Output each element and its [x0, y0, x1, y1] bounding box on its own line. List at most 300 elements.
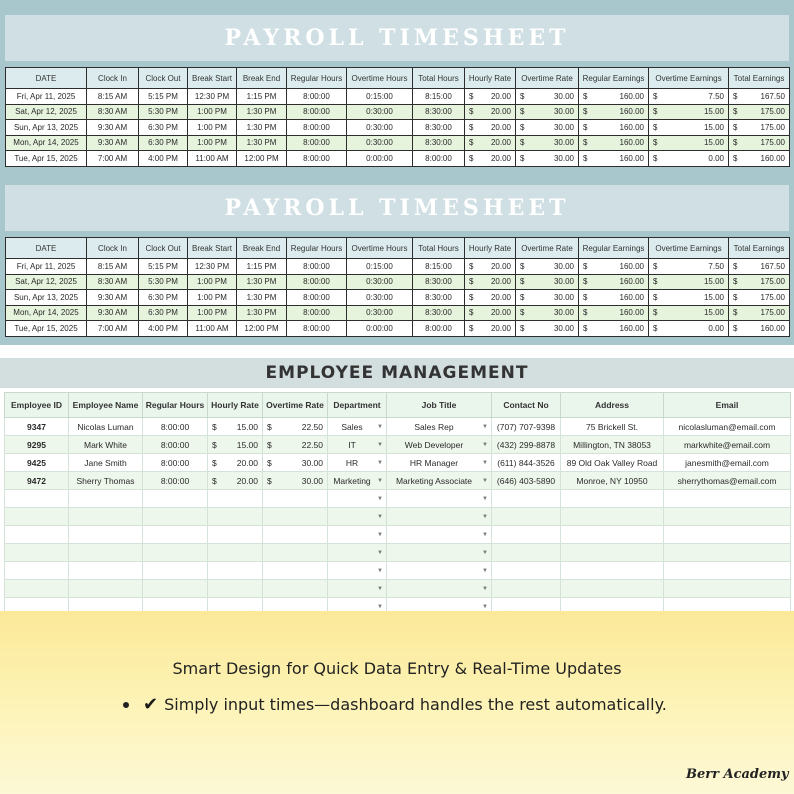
- currency-symbol: $: [733, 138, 738, 148]
- cell-break-end[interactable]: 1:30 PM: [237, 120, 287, 136]
- cell-clock-in[interactable]: 9:30 AM: [87, 290, 139, 306]
- empty-cell[interactable]: [69, 580, 143, 598]
- cell-overtime-rate[interactable]: [263, 472, 328, 490]
- empty-cell[interactable]: [561, 544, 664, 562]
- cell-regular-earnings[interactable]: [579, 151, 649, 167]
- cell-overtime-rate[interactable]: [263, 454, 328, 472]
- empty-cell[interactable]: [208, 544, 263, 562]
- cell-date[interactable]: Tue, Apr 15, 2025: [6, 321, 87, 337]
- currency-symbol: $: [520, 277, 525, 287]
- empty-cell[interactable]: [387, 562, 492, 580]
- currency-symbol: $: [583, 91, 588, 101]
- empty-cell[interactable]: [328, 508, 387, 526]
- empty-cell[interactable]: [492, 526, 561, 544]
- cell-overtime-rate[interactable]: [516, 151, 579, 167]
- table-row: [6, 89, 790, 105]
- cell-clock-in[interactable]: 9:30 AM: [87, 120, 139, 136]
- cell-clock-in[interactable]: 9:30 AM: [87, 305, 139, 321]
- cell-break-start[interactable]: 1:00 PM: [188, 104, 237, 120]
- currency-symbol: $: [583, 323, 588, 333]
- cell-regular-earnings[interactable]: [579, 89, 649, 105]
- cell-job-title[interactable]: [387, 472, 492, 490]
- cell-job-title[interactable]: [387, 436, 492, 454]
- cell-total-earnings[interactable]: [729, 305, 790, 321]
- cell-total-earnings[interactable]: [729, 259, 790, 275]
- cell-hourly-rate[interactable]: [465, 321, 516, 337]
- cell-total-earnings[interactable]: [729, 321, 790, 337]
- cell-clock-in[interactable]: 8:30 AM: [87, 104, 139, 120]
- cell-value: Sales: [341, 421, 363, 432]
- cell-break-end[interactable]: 12:00 PM: [237, 151, 287, 167]
- cell-name[interactable]: Nicolas Luman: [69, 418, 143, 436]
- cell-total-hours[interactable]: 8:30:00: [413, 120, 465, 136]
- dropdown-arrow-icon[interactable]: ▼: [377, 549, 383, 556]
- cell-regular-hours[interactable]: 8:00:00: [287, 305, 347, 321]
- cell-break-end[interactable]: 12:00 PM: [237, 321, 287, 337]
- cell-overtime-earnings[interactable]: [649, 89, 729, 105]
- cell-overtime-rate[interactable]: [516, 274, 579, 290]
- cell-hourly-rate[interactable]: [465, 259, 516, 275]
- empty-cell[interactable]: [561, 580, 664, 598]
- cell-hourly-rate[interactable]: [465, 290, 516, 306]
- cell-regular-hours[interactable]: 8:00:00: [143, 418, 208, 436]
- empty-cell[interactable]: [664, 580, 791, 598]
- dropdown-arrow-icon[interactable]: ▼: [377, 513, 383, 520]
- cell-value: 30.00: [553, 107, 574, 117]
- dropdown-arrow-icon[interactable]: ▼: [377, 423, 383, 430]
- currency-symbol: $: [733, 153, 738, 163]
- cell-total-earnings[interactable]: [729, 274, 790, 290]
- cell-name[interactable]: Jane Smith: [69, 454, 143, 472]
- empty-cell[interactable]: [69, 562, 143, 580]
- cell-clock-in[interactable]: 8:15 AM: [87, 89, 139, 105]
- cell-regular-hours[interactable]: 8:00:00: [287, 104, 347, 120]
- cell-value: 30.00: [301, 457, 323, 468]
- cell-contact[interactable]: (432) 299-8878: [492, 436, 561, 454]
- cell-overtime-rate[interactable]: [516, 104, 579, 120]
- cell-hourly-rate[interactable]: [465, 135, 516, 151]
- cell-id[interactable]: 9347: [5, 418, 69, 436]
- cell-date[interactable]: Sat, Apr 12, 2025: [6, 274, 87, 290]
- cell-value: 15.00: [703, 308, 724, 318]
- cell-overtime-hours[interactable]: 0:30:00: [347, 120, 413, 136]
- empty-cell[interactable]: [664, 544, 791, 562]
- cell-regular-hours[interactable]: 8:00:00: [287, 321, 347, 337]
- cell-value: 160.00: [619, 277, 644, 287]
- currency-symbol: $: [520, 138, 525, 148]
- cell-overtime-hours[interactable]: 0:30:00: [347, 290, 413, 306]
- empty-cell[interactable]: [208, 562, 263, 580]
- cell-break-end[interactable]: 1:30 PM: [237, 305, 287, 321]
- empty-cell[interactable]: [387, 508, 492, 526]
- empty-cell[interactable]: [69, 544, 143, 562]
- empty-cell[interactable]: [387, 526, 492, 544]
- table-row: [6, 104, 790, 120]
- dropdown-arrow-icon[interactable]: ▼: [482, 477, 488, 484]
- empty-cell[interactable]: [5, 508, 69, 526]
- cell-clock-in[interactable]: 8:30 AM: [87, 274, 139, 290]
- cell-overtime-earnings[interactable]: [649, 259, 729, 275]
- cell-contact[interactable]: (646) 403-5890: [492, 472, 561, 490]
- cell-total-earnings[interactable]: [729, 120, 790, 136]
- cell-clock-out[interactable]: 6:30 PM: [139, 135, 188, 151]
- cell-break-start[interactable]: 1:00 PM: [188, 274, 237, 290]
- empty-cell[interactable]: [69, 526, 143, 544]
- cell-clock-out[interactable]: 5:15 PM: [139, 259, 188, 275]
- cell-hourly-rate[interactable]: [465, 104, 516, 120]
- empty-table-row: [5, 490, 791, 508]
- cell-total-hours[interactable]: 8:30:00: [413, 135, 465, 151]
- cell-overtime-earnings[interactable]: [649, 151, 729, 167]
- currency-symbol: $: [469, 107, 474, 117]
- cell-id[interactable]: 9295: [5, 436, 69, 454]
- cell-hourly-rate[interactable]: [465, 274, 516, 290]
- cell-clock-out[interactable]: 5:15 PM: [139, 89, 188, 105]
- cell-date[interactable]: Mon, Apr 14, 2025: [6, 135, 87, 151]
- cell-regular-earnings[interactable]: [579, 259, 649, 275]
- empty-cell[interactable]: [387, 544, 492, 562]
- cell-value: HR Manager: [409, 457, 459, 468]
- cell-total-hours[interactable]: 8:15:00: [413, 89, 465, 105]
- column-header: Total Earnings: [729, 68, 790, 89]
- cell-value: 167.50: [760, 91, 785, 101]
- dropdown-arrow-icon[interactable]: ▼: [482, 567, 488, 574]
- cell-regular-hours[interactable]: 8:00:00: [287, 120, 347, 136]
- empty-cell[interactable]: [492, 544, 561, 562]
- cell-regular-hours[interactable]: 8:00:00: [287, 290, 347, 306]
- empty-cell[interactable]: [492, 490, 561, 508]
- dropdown-arrow-icon[interactable]: ▼: [377, 585, 383, 592]
- dropdown-arrow-icon[interactable]: ▼: [377, 459, 383, 466]
- cell-value: 15.00: [703, 107, 724, 117]
- cell-overtime-hours[interactable]: 0:15:00: [347, 259, 413, 275]
- empty-cell[interactable]: [328, 580, 387, 598]
- cell-clock-out[interactable]: 4:00 PM: [139, 151, 188, 167]
- dropdown-arrow-icon[interactable]: ▼: [482, 495, 488, 502]
- cell-regular-earnings[interactable]: [579, 120, 649, 136]
- cell-clock-in[interactable]: 7:00 AM: [87, 151, 139, 167]
- cell-overtime-rate[interactable]: [516, 135, 579, 151]
- empty-cell[interactable]: [664, 508, 791, 526]
- cell-overtime-rate[interactable]: [263, 418, 328, 436]
- cell-date[interactable]: Sat, Apr 12, 2025: [6, 104, 87, 120]
- cell-id[interactable]: 9472: [5, 472, 69, 490]
- dropdown-arrow-icon[interactable]: ▼: [482, 459, 488, 466]
- empty-cell[interactable]: [208, 580, 263, 598]
- empty-cell[interactable]: [492, 508, 561, 526]
- cell-regular-hours[interactable]: 8:00:00: [143, 436, 208, 454]
- cell-total-hours[interactable]: 8:30:00: [413, 305, 465, 321]
- empty-cell[interactable]: [5, 544, 69, 562]
- cell-break-start[interactable]: 12:30 PM: [188, 89, 237, 105]
- empty-cell[interactable]: [328, 490, 387, 508]
- empty-cell[interactable]: [387, 490, 492, 508]
- cell-regular-earnings[interactable]: [579, 290, 649, 306]
- currency-symbol: $: [212, 457, 217, 468]
- cell-value: 15.00: [703, 292, 724, 302]
- dropdown-arrow-icon[interactable]: ▼: [482, 531, 488, 538]
- cell-date[interactable]: Fri, Apr 11, 2025: [6, 259, 87, 275]
- empty-cell[interactable]: [69, 490, 143, 508]
- empty-cell[interactable]: [208, 508, 263, 526]
- column-header: Clock In: [87, 68, 139, 89]
- cell-overtime-hours[interactable]: 0:30:00: [347, 274, 413, 290]
- column-header: Clock Out: [139, 238, 188, 259]
- cell-contact[interactable]: (611) 844-3526: [492, 454, 561, 472]
- cell-total-earnings[interactable]: [729, 151, 790, 167]
- cell-break-end[interactable]: 1:15 PM: [237, 259, 287, 275]
- cell-clock-in[interactable]: 8:15 AM: [87, 259, 139, 275]
- dropdown-arrow-icon[interactable]: ▼: [482, 603, 488, 610]
- cell-overtime-hours[interactable]: 0:30:00: [347, 305, 413, 321]
- cell-clock-out[interactable]: 5:30 PM: [139, 274, 188, 290]
- cell-total-hours[interactable]: 8:30:00: [413, 290, 465, 306]
- column-header: Regular Hours: [287, 68, 347, 89]
- cell-email[interactable]: sherrythomas@email.com: [664, 472, 791, 490]
- cell-hourly-rate[interactable]: [208, 454, 263, 472]
- empty-cell[interactable]: [664, 490, 791, 508]
- cell-break-start[interactable]: 1:00 PM: [188, 290, 237, 306]
- cell-total-earnings[interactable]: [729, 104, 790, 120]
- empty-cell[interactable]: [561, 508, 664, 526]
- cell-regular-hours[interactable]: 8:00:00: [287, 259, 347, 275]
- cell-regular-hours[interactable]: 8:00:00: [287, 151, 347, 167]
- cell-break-start[interactable]: 11:00 AM: [188, 321, 237, 337]
- dropdown-arrow-icon[interactable]: ▼: [377, 477, 383, 484]
- cell-overtime-rate[interactable]: [516, 120, 579, 136]
- cell-regular-hours[interactable]: 8:00:00: [143, 454, 208, 472]
- cell-overtime-rate[interactable]: [516, 290, 579, 306]
- cell-overtime-earnings[interactable]: [649, 135, 729, 151]
- dropdown-arrow-icon[interactable]: ▼: [377, 531, 383, 538]
- cell-break-end[interactable]: 1:30 PM: [237, 274, 287, 290]
- column-header: Overtime Hours: [347, 68, 413, 89]
- cell-overtime-earnings[interactable]: [649, 290, 729, 306]
- empty-cell[interactable]: [263, 508, 328, 526]
- currency-symbol: $: [469, 292, 474, 302]
- empty-cell[interactable]: [561, 490, 664, 508]
- empty-cell[interactable]: [5, 490, 69, 508]
- cell-address[interactable]: Monroe, NY 10950: [561, 472, 664, 490]
- empty-cell[interactable]: [263, 580, 328, 598]
- cell-job-title[interactable]: [387, 418, 492, 436]
- column-header: Job Title: [387, 393, 492, 418]
- dropdown-arrow-icon[interactable]: ▼: [482, 441, 488, 448]
- cell-date[interactable]: Mon, Apr 14, 2025: [6, 305, 87, 321]
- cell-department[interactable]: [328, 472, 387, 490]
- empty-cell[interactable]: [5, 580, 69, 598]
- currency-symbol: $: [469, 261, 474, 271]
- empty-cell[interactable]: [263, 544, 328, 562]
- cell-break-start[interactable]: 11:00 AM: [188, 151, 237, 167]
- cell-date[interactable]: Sun, Apr 13, 2025: [6, 120, 87, 136]
- cell-clock-in[interactable]: 9:30 AM: [87, 135, 139, 151]
- dropdown-arrow-icon[interactable]: ▼: [482, 423, 488, 430]
- empty-cell[interactable]: [143, 526, 208, 544]
- cell-hourly-rate[interactable]: [208, 472, 263, 490]
- dropdown-arrow-icon[interactable]: ▼: [482, 513, 488, 520]
- cell-overtime-hours[interactable]: 0:00:00: [347, 321, 413, 337]
- employee-management-title: EMPLOYEE MANAGEMENT: [0, 358, 794, 388]
- dropdown-arrow-icon[interactable]: ▼: [482, 585, 488, 592]
- cell-overtime-hours[interactable]: 0:15:00: [347, 89, 413, 105]
- currency-symbol: $: [583, 122, 588, 132]
- empty-cell[interactable]: [561, 562, 664, 580]
- empty-cell[interactable]: [208, 526, 263, 544]
- cell-total-hours[interactable]: 8:30:00: [413, 104, 465, 120]
- cell-hourly-rate[interactable]: [465, 120, 516, 136]
- currency-symbol: $: [733, 91, 738, 101]
- cell-total-hours[interactable]: 8:30:00: [413, 274, 465, 290]
- cell-name[interactable]: Sherry Thomas: [69, 472, 143, 490]
- empty-cell[interactable]: [492, 562, 561, 580]
- cell-value: 175.00: [760, 122, 785, 132]
- empty-cell[interactable]: [69, 508, 143, 526]
- cell-break-start[interactable]: 12:30 PM: [188, 259, 237, 275]
- currency-symbol: $: [653, 292, 658, 302]
- cell-regular-earnings[interactable]: [579, 274, 649, 290]
- column-header: Email: [664, 393, 791, 418]
- empty-cell[interactable]: [492, 580, 561, 598]
- cell-break-end[interactable]: 1:30 PM: [237, 104, 287, 120]
- cell-regular-earnings[interactable]: [579, 104, 649, 120]
- currency-symbol: $: [653, 323, 658, 333]
- currency-symbol: $: [653, 308, 658, 318]
- cell-overtime-hours[interactable]: 0:30:00: [347, 135, 413, 151]
- column-header: Total Hours: [413, 238, 465, 259]
- cell-clock-out[interactable]: 6:30 PM: [139, 290, 188, 306]
- cell-address[interactable]: 75 Brickell St.: [561, 418, 664, 436]
- dropdown-arrow-icon[interactable]: ▼: [377, 495, 383, 502]
- cell-overtime-rate[interactable]: [516, 305, 579, 321]
- empty-cell[interactable]: [143, 562, 208, 580]
- empty-cell[interactable]: [208, 490, 263, 508]
- empty-cell[interactable]: [328, 562, 387, 580]
- cell-break-start[interactable]: 1:00 PM: [188, 135, 237, 151]
- cell-email[interactable]: nicolasluman@email.com: [664, 418, 791, 436]
- empty-cell[interactable]: [5, 526, 69, 544]
- cell-total-earnings[interactable]: [729, 89, 790, 105]
- cell-clock-out[interactable]: 6:30 PM: [139, 120, 188, 136]
- cell-hourly-rate[interactable]: [208, 418, 263, 436]
- cell-name[interactable]: Mark White: [69, 436, 143, 454]
- cell-regular-earnings[interactable]: [579, 321, 649, 337]
- column-header: Department: [328, 393, 387, 418]
- dropdown-arrow-icon[interactable]: ▼: [377, 567, 383, 574]
- cell-hourly-rate[interactable]: [465, 89, 516, 105]
- empty-cell[interactable]: [5, 562, 69, 580]
- empty-cell[interactable]: [263, 562, 328, 580]
- currency-symbol: $: [267, 475, 272, 486]
- empty-cell[interactable]: [664, 562, 791, 580]
- dropdown-arrow-icon[interactable]: ▼: [482, 549, 488, 556]
- cell-clock-out[interactable]: 6:30 PM: [139, 305, 188, 321]
- cell-clock-in[interactable]: 7:00 AM: [87, 321, 139, 337]
- cell-overtime-rate[interactable]: [516, 321, 579, 337]
- cell-overtime-earnings[interactable]: [649, 321, 729, 337]
- cell-regular-hours[interactable]: 8:00:00: [287, 89, 347, 105]
- cell-hourly-rate[interactable]: [465, 151, 516, 167]
- empty-cell[interactable]: [143, 544, 208, 562]
- cell-hourly-rate[interactable]: [208, 436, 263, 454]
- cell-address[interactable]: 89 Old Oak Valley Road: [561, 454, 664, 472]
- promo-bullet-text: Simply input times—dashboard handles the rest automatically.: [164, 695, 667, 714]
- cell-date[interactable]: Fri, Apr 11, 2025: [6, 89, 87, 105]
- empty-cell[interactable]: [387, 580, 492, 598]
- cell-job-title[interactable]: [387, 454, 492, 472]
- cell-regular-hours[interactable]: 8:00:00: [287, 135, 347, 151]
- cell-date[interactable]: Tue, Apr 15, 2025: [6, 151, 87, 167]
- empty-cell[interactable]: [263, 526, 328, 544]
- column-header: Total Earnings: [729, 238, 790, 259]
- column-header: Overtime Hours: [347, 238, 413, 259]
- cell-overtime-earnings[interactable]: [649, 274, 729, 290]
- table-row: [6, 120, 790, 136]
- empty-cell[interactable]: [664, 526, 791, 544]
- cell-overtime-earnings[interactable]: [649, 305, 729, 321]
- empty-cell[interactable]: [263, 490, 328, 508]
- cell-department[interactable]: [328, 436, 387, 454]
- cell-overtime-rate[interactable]: [516, 259, 579, 275]
- cell-department[interactable]: [328, 454, 387, 472]
- cell-value: 15.00: [703, 277, 724, 287]
- timesheet-header-row: [6, 68, 790, 89]
- cell-overtime-earnings[interactable]: [649, 120, 729, 136]
- cell-total-hours[interactable]: 8:00:00: [413, 321, 465, 337]
- dropdown-arrow-icon[interactable]: ▼: [377, 441, 383, 448]
- cell-email[interactable]: janesmith@email.com: [664, 454, 791, 472]
- empty-cell[interactable]: [328, 544, 387, 562]
- empty-cell[interactable]: [143, 490, 208, 508]
- empty-cell[interactable]: [328, 526, 387, 544]
- cell-regular-earnings[interactable]: [579, 135, 649, 151]
- cell-overtime-hours[interactable]: 0:30:00: [347, 104, 413, 120]
- cell-overtime-earnings[interactable]: [649, 104, 729, 120]
- cell-value: 20.00: [490, 153, 511, 163]
- cell-department[interactable]: [328, 418, 387, 436]
- cell-address[interactable]: Millington, TN 38053: [561, 436, 664, 454]
- cell-date[interactable]: Sun, Apr 13, 2025: [6, 290, 87, 306]
- cell-clock-out[interactable]: 5:30 PM: [139, 104, 188, 120]
- cell-id[interactable]: 9425: [5, 454, 69, 472]
- cell-break-start[interactable]: 1:00 PM: [188, 305, 237, 321]
- cell-total-hours[interactable]: 8:15:00: [413, 259, 465, 275]
- column-header: Break Start: [188, 68, 237, 89]
- cell-clock-out[interactable]: 4:00 PM: [139, 321, 188, 337]
- cell-break-end[interactable]: 1:30 PM: [237, 135, 287, 151]
- dropdown-arrow-icon[interactable]: ▼: [377, 603, 383, 610]
- cell-contact[interactable]: (707) 707-9398: [492, 418, 561, 436]
- cell-overtime-rate[interactable]: [263, 436, 328, 454]
- cell-value: 22.50: [301, 439, 323, 450]
- empty-cell[interactable]: [561, 526, 664, 544]
- cell-total-earnings[interactable]: [729, 135, 790, 151]
- cell-break-end[interactable]: 1:30 PM: [237, 290, 287, 306]
- cell-break-start[interactable]: 1:00 PM: [188, 120, 237, 136]
- cell-overtime-hours[interactable]: 0:00:00: [347, 151, 413, 167]
- cell-email[interactable]: markwhite@email.com: [664, 436, 791, 454]
- cell-regular-earnings[interactable]: [579, 305, 649, 321]
- cell-hourly-rate[interactable]: [465, 305, 516, 321]
- cell-total-earnings[interactable]: [729, 290, 790, 306]
- cell-overtime-rate[interactable]: [516, 89, 579, 105]
- cell-regular-hours[interactable]: 8:00:00: [143, 472, 208, 490]
- empty-cell[interactable]: [143, 580, 208, 598]
- empty-cell[interactable]: [143, 508, 208, 526]
- cell-break-end[interactable]: 1:15 PM: [237, 89, 287, 105]
- cell-total-hours[interactable]: 8:00:00: [413, 151, 465, 167]
- cell-regular-hours[interactable]: 8:00:00: [287, 274, 347, 290]
